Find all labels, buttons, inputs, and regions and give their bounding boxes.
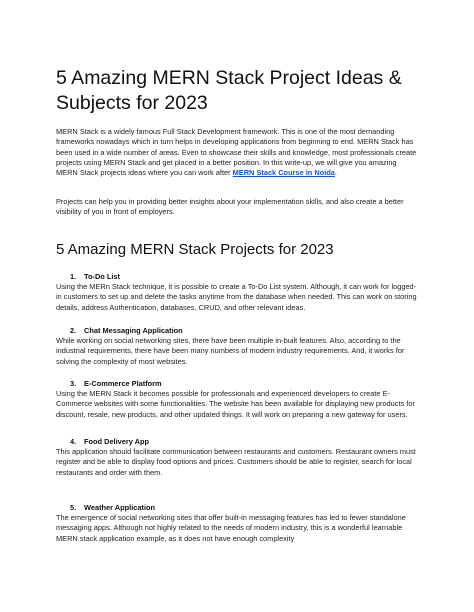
list-item-number: 5. bbox=[70, 503, 77, 512]
list-item-heading: To-Do List bbox=[84, 272, 120, 281]
list-item-heading: Food Delivery App bbox=[84, 437, 150, 446]
intro-paragraph-2: Projects can help you in providing better insights about your implementation skills, and also create a better visibility of you in front of employers. bbox=[56, 197, 404, 217]
intro-text-after: . bbox=[334, 168, 337, 178]
list-item-title bbox=[70, 272, 120, 282]
list-item-heading: E-Commerce Platform bbox=[84, 379, 162, 388]
list-item-number: 1. bbox=[70, 272, 77, 281]
list-item-heading: Weather Application bbox=[84, 503, 156, 512]
list-item-body: Using the MERN Stack it becomes possible for professionals and experienced developers to create E-Commerce websites with some functionalities. The website has been available for displaying new products for discount, resale, new products, and other updated things. It will work on preparing a new gateway for users. bbox=[56, 389, 415, 419]
list-item-body: While working on social networking sites, there have been multiple in-built features. Also, according to the industrial requirements, there have been many numbers of modern industry requirements. And, it works for solving the complexity of most websites. bbox=[56, 336, 405, 366]
list-item-heading: Chat Messaging Application bbox=[84, 326, 183, 335]
intro-paragraph bbox=[56, 127, 420, 178]
list-item-title bbox=[70, 437, 149, 447]
list-item-title bbox=[70, 326, 183, 336]
page-title: 5 Amazing MERN Stack Project Ideas & Subjects for 2023 bbox=[56, 67, 402, 114]
list-item-body: Using the MERn Stack technique, it is possible to create a To-Do List system. Although, it can work for logged-in customers to set up and delete the tasks anytime from the database when needed. This can work on storing details, address Authentication, databases, CRUD, and other relevant ideas. bbox=[56, 282, 417, 312]
list-item-body: This application should facilitate communication between restaurants and customers. Restaurant owners must register and be able to display food options and prices. Customers should be able to register, search for local restaurants and order with them. bbox=[56, 447, 416, 477]
section-heading: 5 Amazing MERN Stack Projects for 2023 bbox=[56, 241, 334, 258]
list-item-title bbox=[70, 379, 162, 389]
list-item-number: 2. bbox=[70, 326, 77, 335]
list-item-number: 4. bbox=[70, 437, 77, 446]
list-item-number: 3. bbox=[70, 379, 77, 388]
intro-text: MERN Stack is a widely famous Full Stack Development framework. This is one of the most demanding frameworks nowadays which in turn helps in developing applications from beginning to end. MERN Stack has been used in a wide number of areas. Even to showcase their skills and knowledge, most professionals create projects using MERN Stack and get placed in a better position. In this write-up, we will give you amazing MERN Stack projects ideas where you can work after bbox=[56, 127, 417, 178]
list-item-title bbox=[70, 503, 155, 513]
mern-course-link[interactable]: MERN Stack Course in Noida bbox=[232, 168, 335, 178]
list-item-body: The emergence of social networking sites that offer built-in messaging features has led to fewer standalone messaging apps. Although not highly related to the needs of modern industry, this is a wonderful learnable MERN stack application example, as it does not have enough complexity bbox=[56, 513, 406, 543]
